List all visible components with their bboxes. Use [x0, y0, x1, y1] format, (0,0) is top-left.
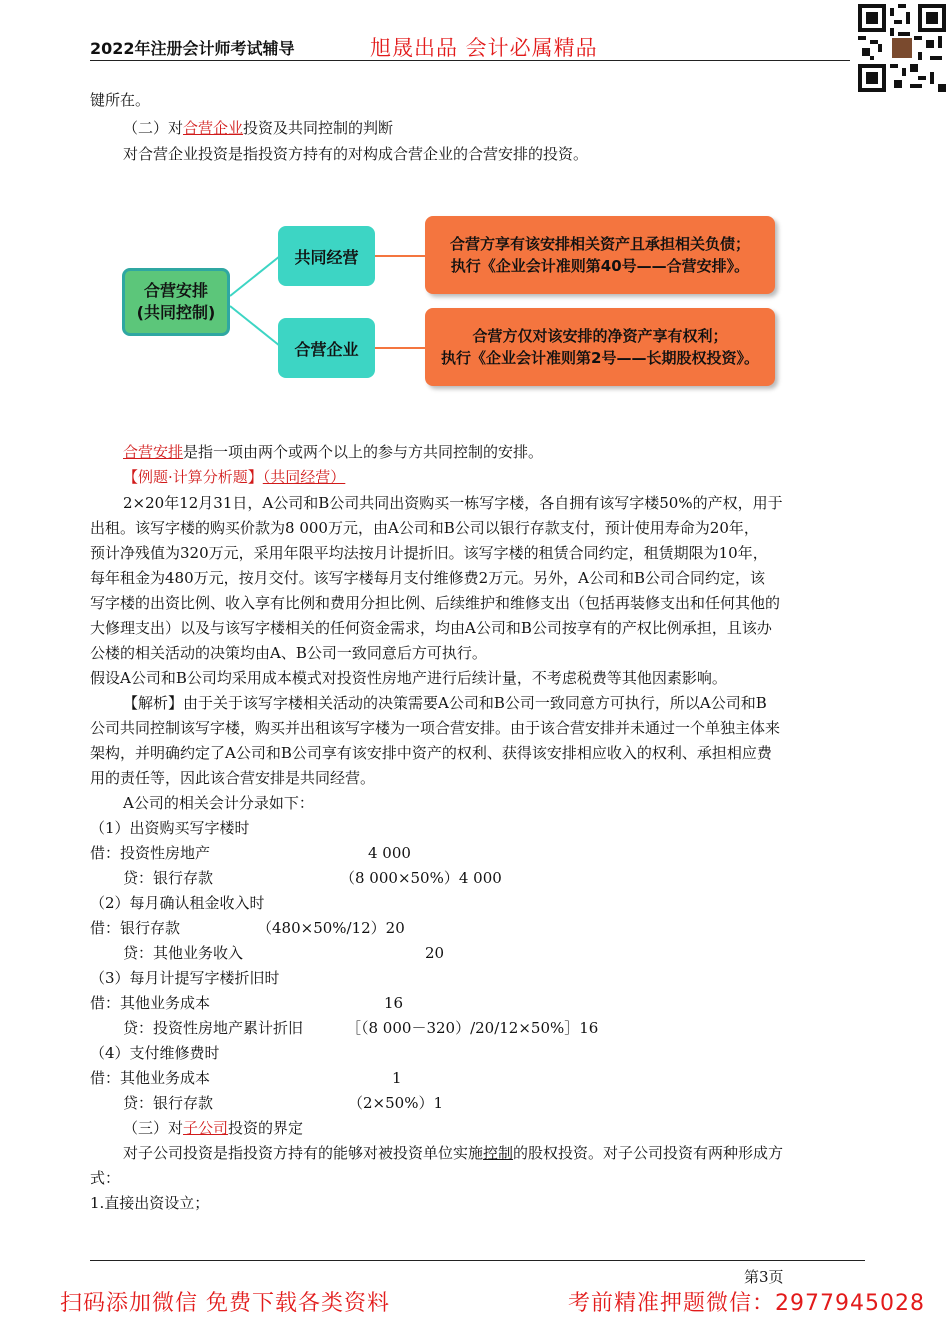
desc-line: 执行《企业会计准则第2号——长期股权投资》。 [441, 349, 759, 367]
analysis-line: 架构，并明确约定了A公司和B公司享有该安排中资产的权利、获得该安排相应收入的权利、承担相应费 [90, 744, 772, 762]
analysis-line: 公司共同控制该写字楼，购买并出租该写字楼为一项合营安排。由于该合营安排并未通过一个单独主体来 [90, 719, 781, 737]
joint-arrangement-diagram [120, 208, 780, 393]
entry-credit: 贷：银行存款 [123, 1094, 214, 1112]
entry-credit-amount: （8 000×50%）4 000 [340, 869, 502, 887]
section-heading-joint-venture [123, 116, 891, 141]
footer-divider [90, 1260, 865, 1261]
link-control[interactable]: 控制 [483, 1144, 514, 1162]
paragraph-line: 每年租金为480万元，按月交付。该写字楼每月支付维修费2万元。另外，A公司和B公司合同约定，该 [90, 569, 766, 587]
example-heading [123, 465, 891, 490]
paragraph-line: 式： [90, 1169, 121, 1187]
entry-credit: 贷：银行存款 [123, 869, 214, 887]
link-subsidiary[interactable]: 子公司 [183, 1119, 229, 1137]
diagram-branch-joint-venture: 合营企业 [278, 318, 375, 378]
paragraph-line: 大修理支出）以及与该写字楼相关的任何资金需求，均由A公司和B公司按享有的产权比例承担，且该办 [90, 619, 772, 637]
definition-line [123, 440, 891, 465]
header-title: 2022年注册会计师考试辅导 [90, 39, 295, 58]
text-span: 投资及共同控制的判断 [243, 119, 394, 137]
entry-debit: 借：银行存款 [90, 919, 181, 937]
paragraph-line: 写字楼的出资比例、收入享有比例和费用分担比例、后续维护和维修支出（包括再装修支出和任何其他的 [90, 594, 781, 612]
entry-debit: 借：其他业务成本 [90, 994, 211, 1012]
text-span: 是指一项由两个或两个以上的参与方共同控制的安排。 [183, 443, 544, 461]
text-line: 键所在。 [90, 91, 151, 109]
text-span: （二）对 [123, 119, 184, 137]
text-span: 的股权投资。对子公司投资有两种形成方 [513, 1144, 784, 1162]
text-span: （三）对 [123, 1119, 184, 1137]
entry-debit-amount: 16 [384, 994, 404, 1012]
desc-line: 合营方仅对该安排的净资产享有权利； [472, 327, 728, 345]
entry-credit-amount: （2×50%）1 [348, 1094, 443, 1112]
diagram-root-box [122, 268, 230, 336]
entry-debit: 借：其他业务成本 [90, 1069, 211, 1087]
desc-line: 合营方享有该安排相关资产且承担相关负债； [449, 235, 750, 253]
text-line: 对合营企业投资是指投资方持有的对构成合营企业的合营安排的投资。 [123, 145, 589, 163]
paragraph-line: 1.直接出资设立； [90, 1194, 210, 1212]
entry-credit: 贷：其他业务收入 [123, 944, 244, 962]
page-number: 第3页 [744, 1268, 784, 1286]
header-brand: 旭晟出品 会计必属精品 [370, 36, 598, 60]
link-joint-venture[interactable]: 合营企业 [183, 119, 244, 137]
entry-heading: （1）出资购买写字楼时 [90, 819, 250, 837]
paragraph-line: 2×20年12月31日，A公司和B公司共同出资购买一栋写字楼，各自拥有该写字楼50%的产权，用于 [123, 494, 783, 512]
diagram-desc-joint-venture [425, 308, 775, 386]
paragraph-line: 预计净残值为320万元，采用年限平均法按月计提折旧。该写字楼的租赁合同约定，租赁期限为10年， [90, 544, 768, 562]
entry-debit: 借：投资性房地产 [90, 844, 211, 862]
footer-promo-right: 考前精准押题微信：2977945028 [568, 1291, 925, 1316]
entry-debit-amount: 4 000 [368, 844, 411, 862]
section-heading-subsidiary [123, 1116, 891, 1141]
root-label: 合营安排 [143, 281, 208, 300]
analysis-line: 用的责任等，因此该合营安排是共同经营。 [90, 769, 376, 787]
entry-credit-amount: 20 [425, 944, 445, 962]
entry-heading: （4）支付维修费时 [90, 1044, 220, 1062]
link-joint-arrangement[interactable]: 合营安排 [123, 443, 184, 461]
entry-heading: （2）每月确认租金收入时 [90, 894, 265, 912]
link-joint-operation[interactable]: （共同经营） [262, 468, 346, 486]
example-tag: 【例题·计算分析题】 [123, 468, 263, 486]
text-span: 投资的界定 [228, 1119, 304, 1137]
analysis-line: 【解析】由于关于该写字楼相关活动的决策需要A公司和B公司一致同意方可执行，所以A公司和B [123, 694, 767, 712]
entry-credit: 贷：投资性房地产累计折旧 [123, 1019, 304, 1037]
paragraph-line: 假设A公司和B公司均采用成本模式对投资性房地产进行后续计量，不考虑税费等其他因素影响。 [90, 669, 727, 687]
analysis-line: A公司的相关会计分录如下： [123, 794, 314, 812]
entry-credit-amount: ［（8 000－320）/20/12×50%］16 [346, 1019, 599, 1037]
text-span: 对子公司投资是指投资方持有的能够对被投资单位实施 [123, 1144, 484, 1162]
diagram-desc-joint-operation [425, 216, 775, 294]
footer-promo-left: 扫码添加微信 免费下载各类资料 [60, 1291, 390, 1316]
header-divider [90, 60, 850, 61]
qr-code-icon[interactable] [858, 4, 946, 92]
paragraph-line: 公楼的相关活动的决策均由A、B公司一致同意后方可执行。 [90, 644, 487, 662]
root-sublabel: (共同控制) [136, 303, 216, 322]
entry-heading: （3）每月计提写字楼折旧时 [90, 969, 280, 987]
entry-debit-amount: （480×50%/12）20 [257, 919, 405, 937]
paragraph-line: 出租。该写字楼的购买价款为8 000万元，由A公司和B公司以银行存款支付，预计使用寿命为20年， [90, 519, 759, 537]
entry-debit-amount: 1 [392, 1069, 402, 1087]
desc-line: 执行《企业会计准则第40号——合营安排》。 [450, 257, 750, 275]
diagram-branch-joint-operation: 共同经营 [278, 226, 375, 286]
paragraph-line [123, 1141, 863, 1166]
